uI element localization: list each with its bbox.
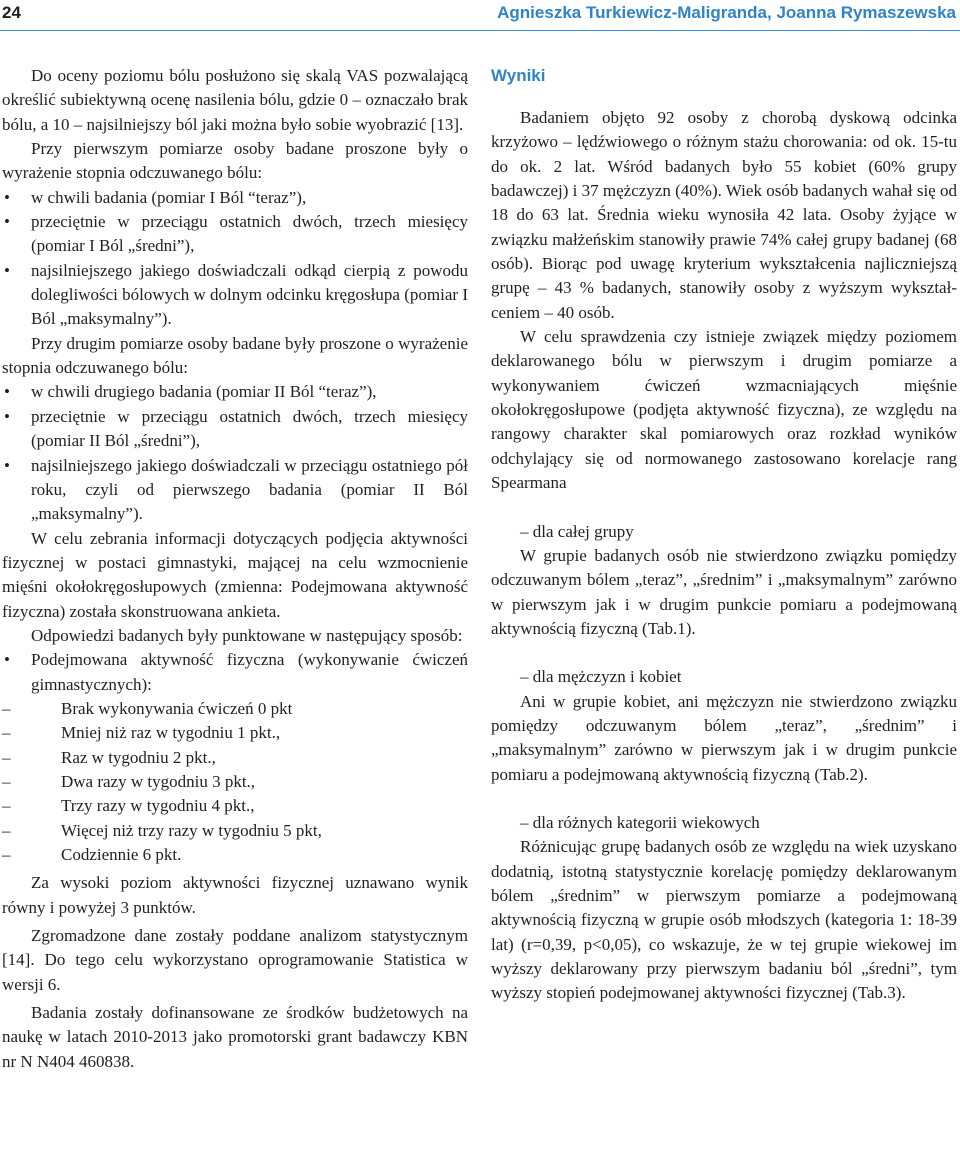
section-heading-results: Wyniki [491, 66, 546, 85]
list-item: • przeciętnie w przeciągu ostatnich dwóch, trzech miesięcy (pomiar II Ból „średni”), [2, 405, 468, 454]
right-column [491, 64, 957, 1006]
list-item: • przeciętnie w przeciągu ostatnich dwóch, trzech miesięcy (pomiar I Ból „średni”), [2, 210, 468, 259]
activity-list [2, 648, 468, 697]
list-item: – Raz w tygodniu 2 pkt., [2, 746, 468, 770]
paragraph-scoring: Odpowiedzi badanych były punktowane w następujący sposób: [31, 625, 463, 645]
paragraph-method: W celu sprawdzenia czy istnieje związek między poziomem deklarowanego bólu w pierwszym i drugim pomiarze a wykonywaniem ćwiczeń wzmacniających mięśnie okołokręgosłupowe (podjęta aktywność fizyczna), ze względu na rangowy charakter skal pomiarowych oraz rozkład wyników odchylający się od normowanego zastosowano korelacje rang Spearmana [491, 327, 957, 493]
second-measurement-list [2, 380, 468, 526]
first-measurement-list [2, 186, 468, 332]
list-item: • Podejmowana aktywność fizyczna (wykonywanie ćwiczeń gimnastycznych): [2, 648, 468, 697]
paragraph-survey: W celu zebrania informacji dotyczących podjęcia aktywności fizycznej w postaci gimnastyki, mającej na celu wzmocnienie mięśni okołokręgosłupowych (zmienna: Podejmowana aktywność fizyczna) została skonstruowana ankieta. [2, 528, 468, 621]
paragraph-first-measurement: Przy pierwszym pomiarze osoby badane proszone były o wyrażenie stopnia odczuwanego bólu: [2, 139, 468, 183]
scoring-list [2, 697, 468, 867]
list-item: • najsilniejszego jakiego doświadczali w przeciągu ostatniego pół roku, czyli od pierwszego badania (pomiar II Ból „maksymalny”). [2, 454, 468, 527]
list-item: – Trzy razy w tygodniu 4 pkt., [2, 794, 468, 818]
list-item: • w chwili badania (pomiar I Ból “teraz”), [2, 186, 468, 210]
page-number: 24 [2, 3, 21, 22]
list-item: • najsilniejszego jakiego doświadczali odkąd cierpią z powodu dolegliwości bólowych w dolnym odcinku kręgosłupa (pomiar I Ból „maksymalny”). [2, 259, 468, 332]
subheading-men-women: – dla mężczyzn i kobiet [520, 667, 682, 687]
list-item: – Codziennie 6 pkt. [2, 843, 468, 867]
paragraph-statistics: Zgromadzone dane zostały poddane analizom statystycznym [14]. Do tego celu wykorzystano oprogramowanie Statistica w wersji 6. [2, 926, 468, 994]
paragraph-vas-scale: Do oceny poziomu bólu posłużono się skalą VAS pozwalającą określić subiektywną ocenę nasilenia bólu, gdzie 0 – oznaczało brak bólu, a 10 – najsilniejszy ból jaki można było sobie wyobrazić [13]. [2, 66, 468, 134]
list-item: – Więcej niż trzy razy w tygodniu 5 pkt, [2, 819, 468, 843]
list-item: – Dwa razy w tygodniu 3 pkt., [2, 770, 468, 794]
paragraph-whole-group: W grupie badanych osób nie stwierdzono związku pomiędzy odczuwanym bólem „teraz”, „średnim” i „maksymalnym” zarówno w pierwszym jak i w drugim punkcie pomiaru a podejmowaną aktywnością fizyczną (Tab.1). [491, 545, 957, 638]
paragraph-men-women: Ani w grupie kobiet, ani mężczyzn nie stwierdzono związku pomiędzy odczuwanym bólem „teraz”, „średnim” i „maksymalnym” zarówno w pierwszym jak i w drugim punkcie pomiaru a podejmowaną aktywnością fizyczną (Tab.2). [491, 691, 957, 784]
running-head-authors: Agnieszka Turkiewicz-Maligranda, Joanna Rymaszewska [497, 3, 956, 22]
list-item: • w chwili drugiego badania (pomiar II Ból “teraz”), [2, 380, 468, 404]
paragraph-age-groups: Różnicując grupę badanych osób ze względu na wiek uzyskano dodatnią, istotną statystycznie korelację pomiędzy deklarowanym bólem „średnim” w pierwszym pomiarze a podejmowaną aktywnością fizyczną w grupie osób młodszych (kategoria 1: 18-39 lat) (r=0,39, p<0,05), co wskazuje, że w tej grupie wiekowej im wyższy deklarowany przy pierwszym badaniu ból „średni”, tym wyższy stopień podejmowanej aktywności fizycznej (Tab.3). [491, 837, 957, 1003]
paragraph-funding: Badania zostały dofinansowane ze środków budżetowych na naukę w latach 2010-2013 jako promotorski grant badawczy KBN nr N N404 460838. [2, 1003, 468, 1071]
subheading-whole-group: – dla całej grupy [520, 521, 634, 541]
paragraph-sample: Badaniem objęto 92 osoby z chorobą dyskową odcinka krzyżowo – lędźwiowego o różnym stażu chorowania: od ok. 15-tu do ok. 2 lat. Wśród badanych było 55 kobiet (60% grupy badawczej) i 37 mężczyzn (40%). Wiek osób badanych wahał się od 18 do 63 lat. Średnia wieku wynosiła 42 lata. Osoby żyjące w związku małżeńskim stanowiły prawie 74% całej grupy badanej (68 osób). Biorąc pod uwagę kryterium wykształcenia najliczniejszą grupę – 43 % badanych, stanowiły osoby z wyższym wykształceniem – 40 osób. [491, 108, 957, 322]
page-header [0, 0, 960, 31]
list-item: – Brak wykonywania ćwiczeń 0 pkt [2, 697, 468, 721]
paragraph-second-measurement: Przy drugim pomiarze osoby badane były proszone o wyrażenie stopnia odczuwanego bólu: [2, 333, 468, 378]
subheading-age-groups: – dla różnych kategorii wiekowych [520, 812, 760, 832]
left-column [2, 64, 468, 1074]
paragraph-threshold: Za wysoki poziom aktywności fizycznej uznawano wynik równy i powyżej 3 punktów. [2, 873, 468, 917]
list-item: – Mniej niż raz w tygodniu 1 pkt., [2, 721, 468, 745]
